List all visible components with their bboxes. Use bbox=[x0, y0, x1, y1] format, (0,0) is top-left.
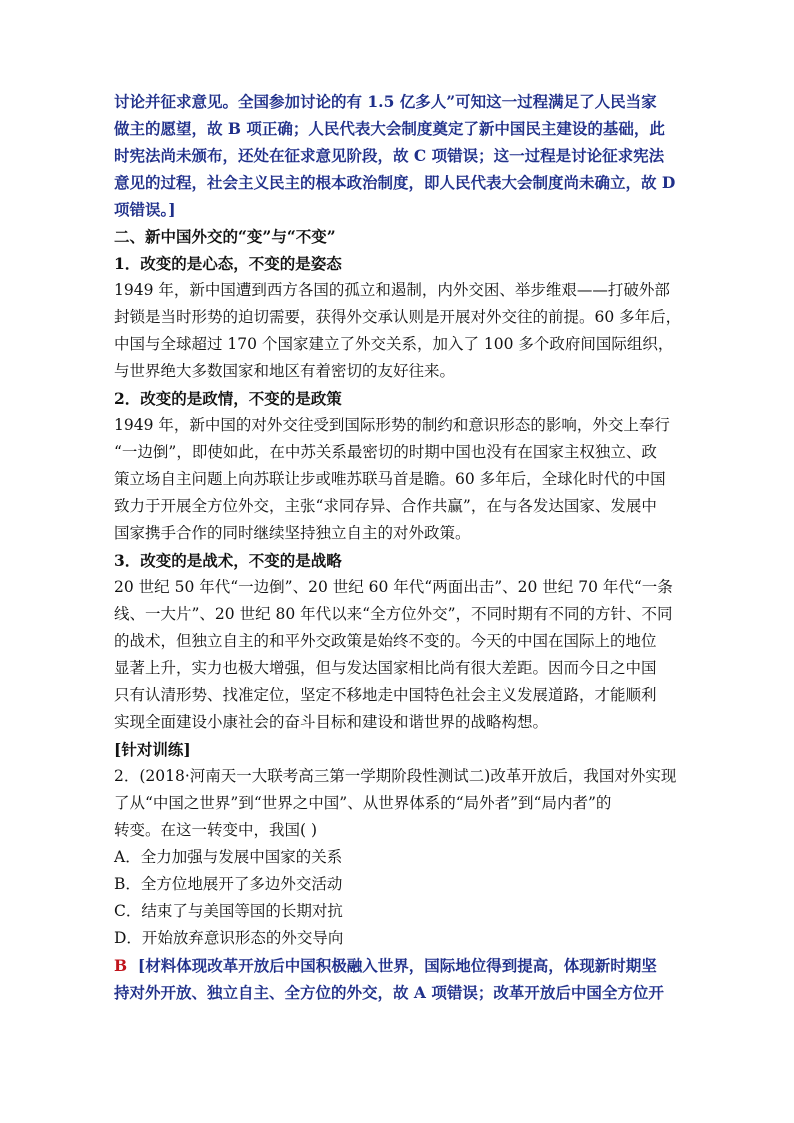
text-line: 线、一大片”、20 世纪 80 年代以来“全方位外交”，不同时期有不同的方针、不同 bbox=[114, 605, 673, 623]
option-c: C．结束了与美国等国的长期对抗 bbox=[114, 902, 343, 920]
text-line: 时宪法尚未颁布，还处在征求意见阶段，故 C 项错误；这一过程是讨论征求宪法 bbox=[114, 146, 665, 165]
text-line: 20 世纪 50 年代“一边倒”、20 世纪 60 年代“两面出击”、20 世纪 70 年代“一条 bbox=[114, 578, 673, 596]
text-line bbox=[114, 952, 684, 979]
answer-text: [材料体现改革开放后中国积极融入世界，国际地位得到提高，体现新时期坚 bbox=[127, 956, 657, 975]
training-label: [针对训练] bbox=[114, 740, 191, 759]
text-line: 实现全面建设小康社会的奋斗目标和建设和谐世界的战略构想。 bbox=[114, 713, 549, 731]
subsection-heading-1: 1．改变的是心态，不变的是姿态 bbox=[114, 254, 342, 273]
document-page bbox=[114, 88, 684, 1006]
paragraph-3 bbox=[114, 574, 684, 736]
paragraph-1 bbox=[114, 277, 684, 385]
answer-letter: B bbox=[114, 956, 128, 975]
option-b: B．全方位地展开了多边外交活动 bbox=[114, 875, 343, 893]
answer-explanation bbox=[114, 952, 684, 1006]
text-line: 1949 年，新中国的对外交往受到国际形势的制约和意识形态的影响，外交上奉行 bbox=[114, 416, 670, 434]
text-line: 转变。在这一转变中，我国( ) bbox=[114, 821, 318, 839]
subsection-heading-2: 2．改变的是政情，不变的是政策 bbox=[114, 389, 342, 408]
text-line: 致力于开展全方位外交，主张“求同存异、合作共赢”，在与各发达国家、发展中 bbox=[114, 497, 657, 515]
text-line: 做主的愿望，故 B 项正确；人民代表大会制度奠定了新中国民主建设的基础，此 bbox=[114, 119, 665, 138]
text-line: 封锁是当时形势的迫切需要，获得外交承认则是开展对外交往的前提。60 多年后， bbox=[114, 308, 682, 326]
question-options bbox=[114, 844, 684, 952]
text-line: 国家携手合作的同时继续坚持独立自主的对外政策。 bbox=[114, 524, 471, 542]
previous-answer-explanation bbox=[114, 88, 684, 223]
option-d: D．开始放弃意识形态的外交导向 bbox=[114, 929, 344, 947]
text-line: 2．(2018·河南天一大联考高三第一学期阶段性测试二)改革开放后，我国对外实现 bbox=[114, 767, 677, 785]
text-line: 与世界绝大多数国家和地区有着密切的友好往来。 bbox=[114, 362, 456, 380]
option-a: A．全力加强与发展中国家的关系 bbox=[114, 848, 343, 866]
text-line: 讨论并征求意见。全国参加讨论的有 1.5 亿多人”可知这一过程满足了人民当家 bbox=[114, 92, 657, 111]
section-title: 二、新中国外交的“变”与“不变” bbox=[114, 227, 336, 246]
text-line: “一边倒”，即使如此，在中苏关系最密切的时期中国也没有在国家主权独立、政 bbox=[114, 443, 657, 461]
text-line: 持对外开放、独立自主、全方位的外交，故 A 项错误；改革开放后中国全方位开 bbox=[114, 983, 664, 1002]
text-line: 意见的过程，社会主义民主的根本政治制度，即人民代表大会制度尚未确立，故 D bbox=[114, 173, 676, 192]
paragraph-2 bbox=[114, 412, 684, 547]
text-line: 了从“中国之世界”到“世界之中国”、从世界体系的“局外者”到“局内者”的 bbox=[114, 794, 612, 812]
text-line: 1949 年，新中国遭到西方各国的孤立和遏制，内外交困、举步维艰——打破外部 bbox=[114, 281, 670, 299]
text-line: 显著上升，实力也极大增强，但与发达国家相比尚有很大差距。因而今日之中国 bbox=[114, 659, 657, 677]
subsection-heading-3: 3．改变的是战术，不变的是战略 bbox=[114, 551, 342, 570]
text-line: 项错误。] bbox=[114, 200, 176, 219]
question-stem bbox=[114, 763, 684, 844]
text-line: 只有认清形势、找准定位，坚定不移地走中国特色社会主义发展道路，才能顺利 bbox=[114, 686, 657, 704]
text-line: 策立场自主问题上向苏联让步或唯苏联马首是瞻。60 多年后，全球化时代的中国 bbox=[114, 470, 666, 488]
text-line: 中国与全球超过 170 个国家建立了外交关系，加入了 100 多个政府间国际组织， bbox=[114, 335, 674, 353]
text-line: 的战术，但独立自主的和平外交政策是始终不变的。今天的中国在国际上的地位 bbox=[114, 632, 657, 650]
